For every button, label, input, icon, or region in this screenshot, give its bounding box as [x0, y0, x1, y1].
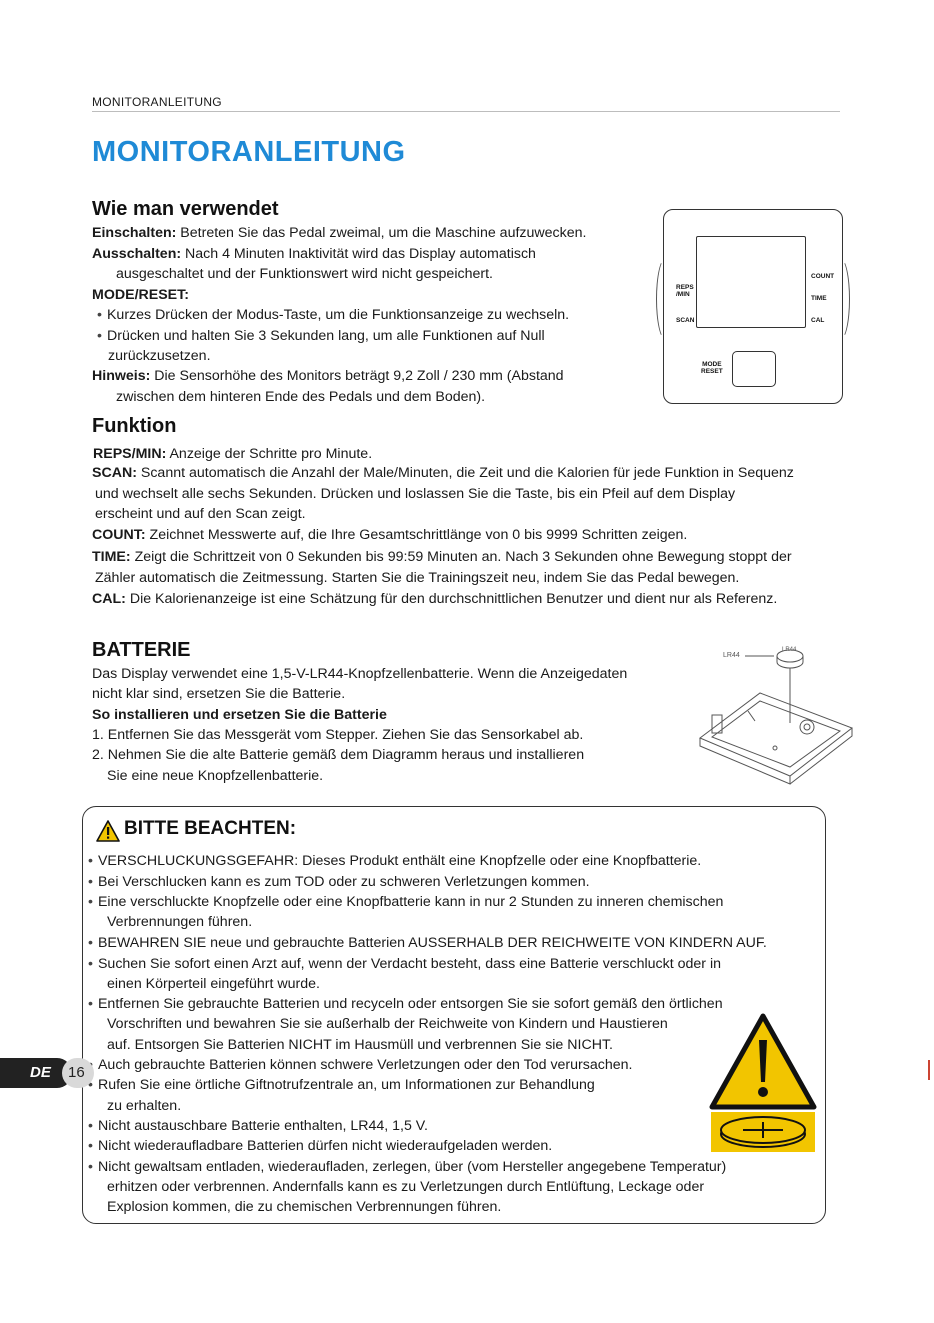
warning-line: einen Körperteil eingeführt wurde. [107, 976, 320, 992]
warning-line: erhitzen oder verbrennen. Andernfalls kann es zu Verletzungen durch Entlüftung, Leckage oder [107, 1179, 705, 1195]
page-number: 16 [68, 1064, 85, 1081]
warning-line: • Eine verschluckte Knopfzelle oder eine Knopfbatterie kann in nur 2 Stunden zu inneren chemischen [88, 892, 723, 913]
mode-reset-label: MODE/RESET: [92, 287, 189, 303]
monitor-right-edge [831, 258, 850, 340]
power-off-text-cont: ausgeschaltet und der Funktionswert wird nicht gespeichert. [116, 266, 493, 282]
monitor-left-edge [656, 258, 675, 340]
warning-line: • Nicht austauschbare Batterie enthalten, LR44, 1,5 V. [88, 1116, 428, 1137]
power-on-text: Betreten Sie das Pedal zweimal, um die Maschine aufzuwecken. [176, 225, 587, 241]
warning-line: • Suchen Sie sofort einen Arzt auf, wenn der Verdacht besteht, dass eine Batterie verschluckt oder in [88, 954, 721, 975]
monitor-label-count: COUNT [811, 273, 835, 280]
scan-text: Scannt automatisch die Anzahl der Male/Minuten, die Zeit und die Kalorien für jede Funktion in Sequenz [136, 465, 794, 481]
warning-line: • BEWAHREN SIE neue und gebrauchte Batterien AUSSERHALB DER REICHWEITE VON KINDERN AUF. [88, 933, 767, 954]
battery-diagram-label-1: LR44 [723, 652, 740, 659]
count-text: Zeichnet Messwerte auf, die Ihre Gesamtschrittlänge von 0 bis 9999 Schritten zeigen. [145, 527, 688, 543]
battery-diagram-label-2: LR44 [782, 647, 797, 653]
warning-line: • Nicht gewaltsam entladen, wiederaufladen, zerlegen, über (vom Hersteller angegebene Temperatur) [88, 1157, 726, 1178]
running-header: MONITORANLEITUNG [92, 95, 222, 109]
cal-label: CAL: [92, 591, 126, 607]
time-label: TIME: [92, 549, 131, 565]
monitor-label-reps-min: REPS /MIN [676, 284, 694, 298]
time-line [92, 547, 792, 568]
scan-line [92, 463, 794, 484]
mode-bullet-1: • Kurzes Drücken der Modus-Taste, um die Funktionsanzeige zu wechseln. [97, 305, 569, 326]
language-label: DE [30, 1064, 51, 1081]
reps-text: Anzeige der Schritte pro Minute. [166, 446, 373, 462]
time-text: Zeigt die Schrittzeit von 0 Sekunden bis 99:59 Minuten an. Nach 3 Sekunden ohne Bewegung stoppt der [130, 549, 792, 565]
monitor-screen [696, 236, 806, 328]
warning-line: • VERSCHLUCKUNGSGEFAHR: Dieses Produkt enthält eine Knopfzelle oder eine Knopfbatterie. [88, 851, 701, 872]
battery-swallow-icon [711, 1112, 815, 1152]
battery-diagram-svg [690, 643, 860, 788]
monitor-label-time: TIME [811, 295, 827, 302]
power-off-label: Ausschalten: [92, 246, 182, 262]
warning-line: Vorschriften und bewahren Sie sie außerhalb der Reichweite von Kindern und Haustieren [107, 1016, 668, 1032]
monitor-label-scan: SCAN [676, 317, 695, 324]
function-heading: Funktion [92, 415, 177, 437]
scan-text-cont-2: erscheint und auf den Scan zeigt. [95, 506, 306, 522]
note-line [92, 366, 564, 387]
battery-text-1: Das Display verwendet eine 1,5-V-LR44-Knopfzellenbatterie. Wenn die Anzeigedaten [92, 666, 628, 682]
power-off-line [92, 244, 536, 265]
warning-title: BITTE BEACHTEN: [124, 818, 297, 839]
battery-diagram [690, 643, 860, 788]
warning-line: zu erhalten. [107, 1098, 182, 1114]
mode-bullet-2-cont: zurückzusetzen. [108, 348, 211, 364]
note-text: Die Sensorhöhe des Monitors beträgt 9,2 Zoll / 230 mm (Abstand [150, 368, 564, 384]
warning-title-icon [96, 820, 120, 842]
header-divider [92, 111, 840, 112]
cal-line [92, 589, 777, 610]
monitor-label-mode-reset: MODE RESET [701, 361, 723, 375]
warning-line: Explosion kommen, die zu chemischen Verbrennungen führen. [107, 1199, 502, 1215]
page-title: MONITORANLEITUNG [92, 136, 406, 168]
count-label: COUNT: [92, 527, 146, 543]
battery-heading: BATTERIE [92, 639, 191, 661]
warning-line: • Entfernen Sie gebrauchte Batterien und recyceln oder entsorgen Sie sie sofort gemäß den örtlichen [88, 994, 723, 1015]
battery-step-2-cont: Sie eine neue Knopfzellenbatterie. [107, 768, 324, 784]
mode-bullet-2: • Drücken und halten Sie 3 Sekunden lang, um alle Funktionen auf Null [97, 326, 545, 347]
scan-label: SCAN: [92, 465, 137, 481]
warning-line: • Nicht wiederaufladbare Batterien dürfen nicht wiederaufgeladen werden. [88, 1136, 552, 1157]
battery-text-2: nicht klar sind, ersetzen Sie die Batterie. [92, 686, 346, 702]
edge-marker [928, 1060, 930, 1080]
usage-heading: Wie man verwendet [92, 198, 279, 220]
reps-line [93, 444, 372, 465]
warning-line: Verbrennungen führen. [107, 914, 253, 930]
power-off-text: Nach 4 Minuten Inaktivität wird das Display automatisch [181, 246, 536, 262]
power-on-line [92, 223, 586, 244]
warning-line: • Auch gebrauchte Batterien können schwere Verletzungen oder den Tod verursachen. [88, 1055, 632, 1076]
note-text-cont: zwischen dem hinteren Ende des Pedals und dem Boden). [116, 389, 486, 405]
battery-step-1: 1. Entfernen Sie das Messgerät vom Stepper. Ziehen Sie das Sensorkabel ab. [92, 727, 584, 743]
warning-line: • Bei Verschlucken kann es zum TOD oder zu schweren Verletzungen kommen. [88, 872, 590, 893]
battery-install-heading: So installieren und ersetzen Sie die Batterie [92, 707, 387, 723]
scan-text-cont-1: und wechselt alle sechs Sekunden. Drücken und loslassen Sie die Taste, bis ein Pfeil auf dem Display [95, 486, 736, 502]
reps-label: REPS/MIN: [93, 446, 167, 462]
cal-text: Die Kalorienanzeige ist eine Schätzung für den durchschnittlichen Benutzer und dient nur als Referenz. [125, 591, 778, 607]
warning-line: auf. Entsorgen Sie Batterien NICHT im Hausmüll und verbrennen Sie sie NICHT. [107, 1037, 613, 1053]
power-on-label: Einschalten: [92, 225, 177, 241]
count-line [92, 525, 687, 546]
note-label: Hinweis: [92, 368, 151, 384]
monitor-diagram [663, 209, 843, 404]
warning-line: • Rufen Sie eine örtliche Giftnotrufzentrale an, um Informationen zur Behandlung [88, 1075, 595, 1096]
mode-reset-button [732, 351, 776, 387]
time-text-cont: Zähler automatisch die Zeitmessung. Starten Sie die Trainingszeit neu, indem Sie das Pedal bewegen. [95, 570, 740, 586]
battery-step-2: 2. Nehmen Sie die alte Batterie gemäß dem Diagramm heraus und installieren [92, 747, 585, 763]
monitor-label-cal: CAL [811, 317, 825, 324]
